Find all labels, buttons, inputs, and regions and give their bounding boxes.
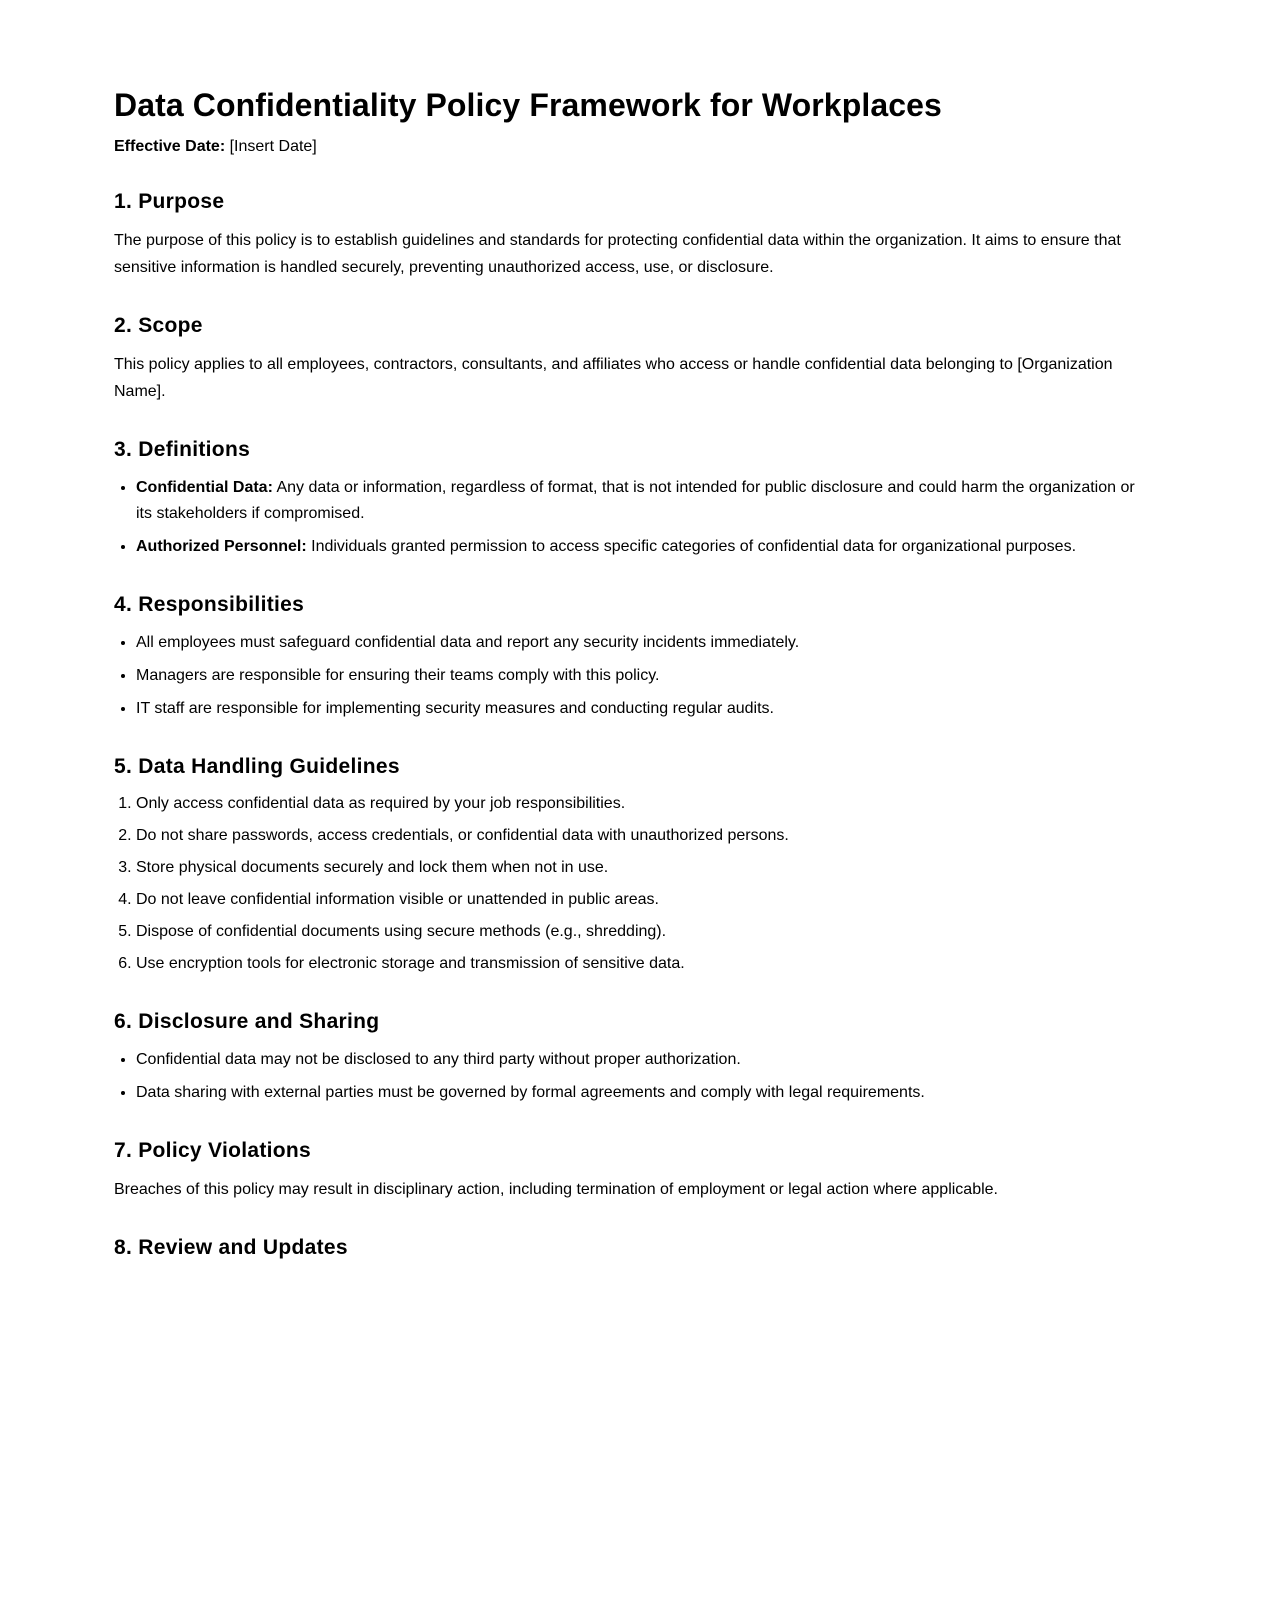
effective-date <box>114 136 1154 158</box>
responsibilities-list <box>114 629 1154 722</box>
section-scope <box>114 313 1154 405</box>
definition-term: Confidential Data: <box>136 479 273 496</box>
section-heading: 5. Data Handling Guidelines <box>114 755 400 778</box>
section-data-handling <box>114 754 1154 977</box>
section-paragraph: Breaches of this policy may result in disciplinary action, including termination of employment or legal action where applicable. <box>114 1181 998 1198</box>
section-review <box>114 1235 1154 1261</box>
list-item: 6. Use encryption tools for electronic storage and transmission of sensitive data. <box>136 951 1154 977</box>
definition-term: Authorized Personnel: <box>136 538 307 555</box>
list-item: 1. Only access confidential data as required by your job responsibilities. <box>136 791 1154 817</box>
list-item: • Managers are responsible for ensuring their teams comply with this policy. <box>136 662 1154 689</box>
list-item: • IT staff are responsible for implementing security measures and conducting regular audits. <box>136 695 1154 722</box>
section-definitions <box>114 437 1154 560</box>
section-heading: 7. Policy Violations <box>114 1139 312 1162</box>
effective-date-value: [Insert Date] <box>225 138 317 155</box>
list-item: 3. Store physical documents securely and lock them when not in use. <box>136 855 1154 881</box>
list-item: • All employees must safeguard confidential data and report any security incidents immediately. <box>136 629 1154 656</box>
definitions-list <box>114 474 1154 560</box>
section-violations <box>114 1138 1154 1203</box>
list-item: • Data sharing with external parties must be governed by formal agreements and comply with legal requirements. <box>136 1079 1154 1106</box>
list-item: 2. Do not share passwords, access credentials, or confidential data with unauthorized persons. <box>136 823 1154 849</box>
definition-text: Any data or information, regardless of format, that is not intended for public disclosure and could harm the organization or its stakeholders if compromised. <box>136 479 1135 522</box>
list-item: 4. Do not leave confidential information visible or unattended in public areas. <box>136 887 1154 913</box>
section-heading: 6. Disclosure and Sharing <box>114 1010 380 1033</box>
section-heading: 2. Scope <box>114 314 203 337</box>
section-paragraph: This policy applies to all employees, contractors, consultants, and affiliates who access or handle confidential data belonging to [Organization Name]. <box>114 356 1113 400</box>
definition-item <box>136 474 1154 527</box>
section-purpose <box>114 189 1154 281</box>
section-heading: 1. Purpose <box>114 190 225 213</box>
section-responsibilities <box>114 592 1154 722</box>
list-item: • Confidential data may not be disclosed to any third party without proper authorization. <box>136 1046 1154 1073</box>
effective-date-label: Effective Date: <box>114 138 226 155</box>
section-disclosure <box>114 1009 1154 1106</box>
guidelines-list <box>114 791 1154 977</box>
section-heading: 3. Definitions <box>114 438 251 461</box>
section-heading: 4. Responsibilities <box>114 593 305 616</box>
document-title: Data Confidentiality Policy Framework for Workplaces <box>114 87 942 123</box>
definition-text: Individuals granted permission to access specific categories of confidential data for organizational purposes. <box>306 538 1077 555</box>
definition-item <box>136 533 1154 560</box>
section-heading: 8. Review and Updates <box>114 1236 348 1259</box>
disclosure-list <box>114 1046 1154 1106</box>
section-paragraph: The purpose of this policy is to establish guidelines and standards for protecting confidential data within the organization. It aims to ensure that sensitive information is handled securely, preventing unauthorized access, use, or disclosure. <box>114 232 1121 276</box>
list-item: 5. Dispose of confidential documents using secure methods (e.g., shredding). <box>136 919 1154 945</box>
policy-document <box>114 86 1154 1261</box>
